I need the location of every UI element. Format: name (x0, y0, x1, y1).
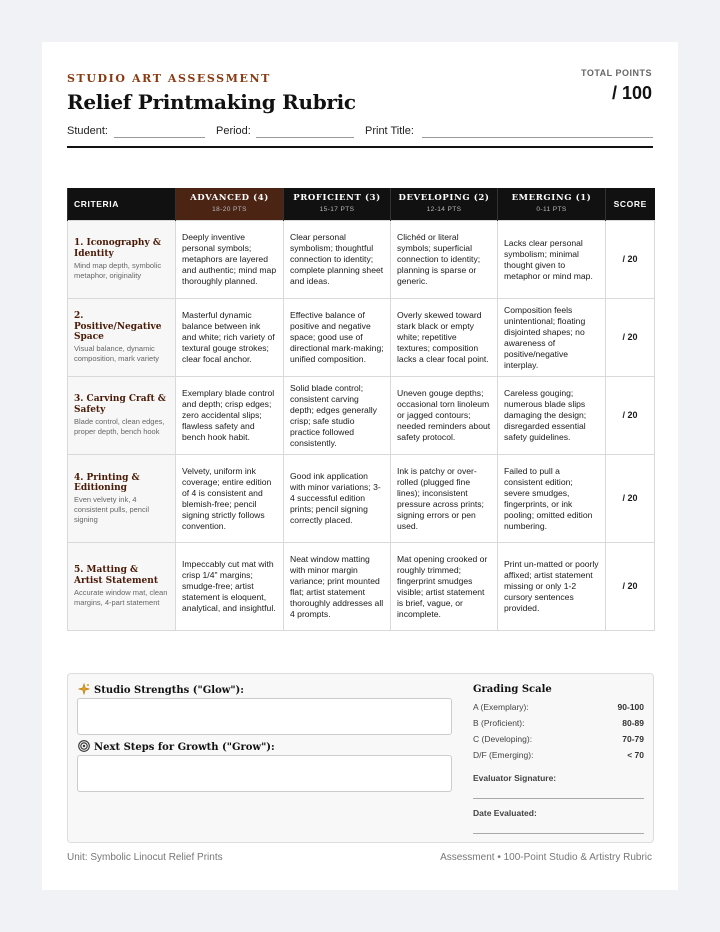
level-cell-emerging: Careless gouging; numerous blade slips damaging the design; disregarded essential safety guidelines. (498, 377, 606, 455)
level-cell-emerging: Print un-matted or poorly affixed; artist statement missing or only 1-2 cursory sentences provided. (498, 543, 606, 631)
level-header-advanced: ADVANCED (4) 18-20 PTS (176, 188, 284, 221)
total-points-label: TOTAL POINTS (580, 68, 652, 78)
level-cell-advanced: Exemplary blade control and depth; crisp edges; zero accidental slips; flawless safety and bench hook habit. (176, 377, 284, 455)
grade-row: D/F (Emerging): < 70 (473, 750, 644, 760)
level-cell-developing: Ink is patchy or over-rolled (plugged fine lines); inconsistent pressure across prints; signing errors or pen used. (391, 455, 498, 543)
score-cell[interactable]: / 20 (606, 455, 655, 543)
grade-row: A (Exemplary): 90-100 (473, 702, 644, 712)
criterion-cell (68, 299, 176, 377)
table-row (68, 543, 655, 631)
period-label: Period: (216, 125, 251, 137)
level-cell-emerging: Lacks clear personal symbolism; minimal thought given to metaphor or mind map. (498, 221, 606, 299)
rubric-table (67, 188, 655, 631)
level-header-emerging: EMERGING (1) 0-11 PTS (498, 188, 606, 221)
level-cell-developing: Mat opening crooked or roughly trimmed; fingerprint smudges visible; artist statement is brief, vague, or incomplete. (391, 543, 498, 631)
level-cell-proficient: Effective balance of positive and negative space; good use of directional mark-making; unified composition. (284, 299, 391, 377)
criterion-name: 4. Printing & Editioning (74, 472, 140, 493)
sparkle-icon (78, 683, 90, 695)
level-cell-emerging: Failed to pull a consistent edition; severe smudges, fingerprints, or ink pooling; omitted edition numbering. (498, 455, 606, 543)
criterion-desc: Blade control, clean edges, proper depth, bench hook (74, 417, 165, 436)
criterion-cell (68, 377, 176, 455)
level-header-developing: DEVELOPING (2) 12-14 PTS (391, 188, 498, 221)
grade-row: C (Developing): 70-79 (473, 734, 644, 744)
score-cell[interactable]: / 20 (606, 377, 655, 455)
rubric-page (42, 42, 678, 890)
grow-heading (78, 740, 275, 753)
level-cell-proficient: Solid blade control; consistent carving depth; edges generally crisp; safe studio practice followed consistently. (284, 377, 391, 455)
signature-label: Evaluator Signature: (473, 773, 557, 783)
criterion-cell (68, 221, 176, 299)
footer-assessment: Assessment • 100-Point Studio & Artistry Rubric (440, 852, 652, 863)
criterion-desc: Mind map depth, symbolic metaphor, originality (74, 261, 162, 280)
criteria-header: CRITERIA (68, 188, 176, 221)
page-title: Relief Printmaking Rubric (67, 90, 356, 114)
table-row (68, 299, 655, 377)
print-title-label: Print Title: (365, 125, 414, 137)
criterion-desc: Visual balance, dynamic composition, mark variety (74, 344, 160, 364)
footer-unit: Unit: Symbolic Linocut Relief Prints (67, 852, 223, 863)
level-cell-proficient: Neat window matting with minor margin variance; print mounted flat; artist statement thoroughly addresses all 4 prompts. (284, 543, 391, 631)
student-label: Student: (67, 125, 108, 137)
level-cell-developing: Clichéd or literal symbols; superficial connection to identity; planning is sparse or generic. (391, 221, 498, 299)
score-cell[interactable]: / 20 (606, 221, 655, 299)
glow-heading (78, 683, 244, 696)
score-cell[interactable]: / 20 (606, 543, 655, 631)
criterion-name: 3. Carving Craft & Safety (74, 394, 166, 415)
table-header-row (68, 188, 655, 221)
feedback-panel (67, 673, 654, 843)
criterion-desc: Accurate window mat, clean margins, 4-part statement (74, 588, 168, 607)
signature-field[interactable] (473, 798, 644, 799)
date-label: Date Evaluated: (473, 808, 537, 818)
level-header-proficient: PROFICIENT (3) 15-17 PTS (284, 188, 391, 221)
level-cell-developing: Overly skewed toward stark black or empty white; repetitive textures; composition lacks a clear focal point. (391, 299, 498, 377)
glow-input[interactable] (77, 698, 452, 735)
student-info-fields (67, 125, 653, 145)
level-cell-proficient: Clear personal symbolism; thoughtful connection to identity; complete planning sheet and ideas. (284, 221, 391, 299)
total-points-value: / 100 (611, 83, 652, 103)
period-field[interactable] (256, 137, 354, 138)
level-cell-emerging: Composition feels unintentional; floating disjointed shapes; no awareness of positive/negative interplay. (498, 299, 606, 377)
criterion-name: 5. Matting & Artist Statement (74, 565, 158, 586)
glow-label: Studio Strengths ("Glow"): (94, 685, 244, 696)
score-header: SCORE (606, 188, 655, 221)
level-cell-developing: Uneven gouge depths; occasional torn linoleum or jagged contours; needed reminders about safety protocol. (391, 377, 498, 455)
criterion-name: 1. Iconography & Identity (74, 238, 161, 259)
grading-scale-title: Grading Scale (473, 684, 552, 695)
level-cell-advanced: Velvety, uniform ink coverage; entire edition of 4 is consistent and blemish-free; pencil signing strictly follows convention. (176, 455, 284, 543)
eyebrow: STUDIO ART ASSESSMENT (67, 72, 271, 85)
table-row (68, 221, 655, 299)
level-cell-advanced: Masterful dynamic balance between ink and white; rich variety of textural gouge strokes; clear focal anchor. (176, 299, 284, 377)
student-field[interactable] (114, 137, 205, 138)
level-cell-proficient: Good ink application with minor variations; 3-4 successful edition prints; pencil signing correctly placed. (284, 455, 391, 543)
table-row (68, 455, 655, 543)
table-row (68, 377, 655, 455)
grow-input[interactable] (77, 755, 452, 792)
grow-label: Next Steps for Growth ("Grow"): (94, 742, 275, 753)
criterion-desc: Even velvety ink, 4 consistent pulls, pencil signing (74, 495, 150, 524)
score-cell[interactable]: / 20 (606, 299, 655, 377)
level-cell-advanced: Deeply inventive personal symbols; metaphors are layered and authentic; mind map thoroughly planned. (176, 221, 284, 299)
date-field[interactable] (473, 833, 644, 834)
criterion-cell (68, 455, 176, 543)
print-title-field[interactable] (422, 137, 653, 138)
target-icon (78, 740, 90, 752)
criterion-cell (68, 543, 176, 631)
grade-row: B (Proficient): 80-89 (473, 718, 644, 728)
level-cell-advanced: Impeccably cut mat with crisp 1/4" margins; smudge-free; artist statement is eloquent, analytical, and insightful. (176, 543, 284, 631)
header-divider (67, 146, 653, 148)
criterion-name: 2. Positive/Negative Space (74, 311, 162, 342)
